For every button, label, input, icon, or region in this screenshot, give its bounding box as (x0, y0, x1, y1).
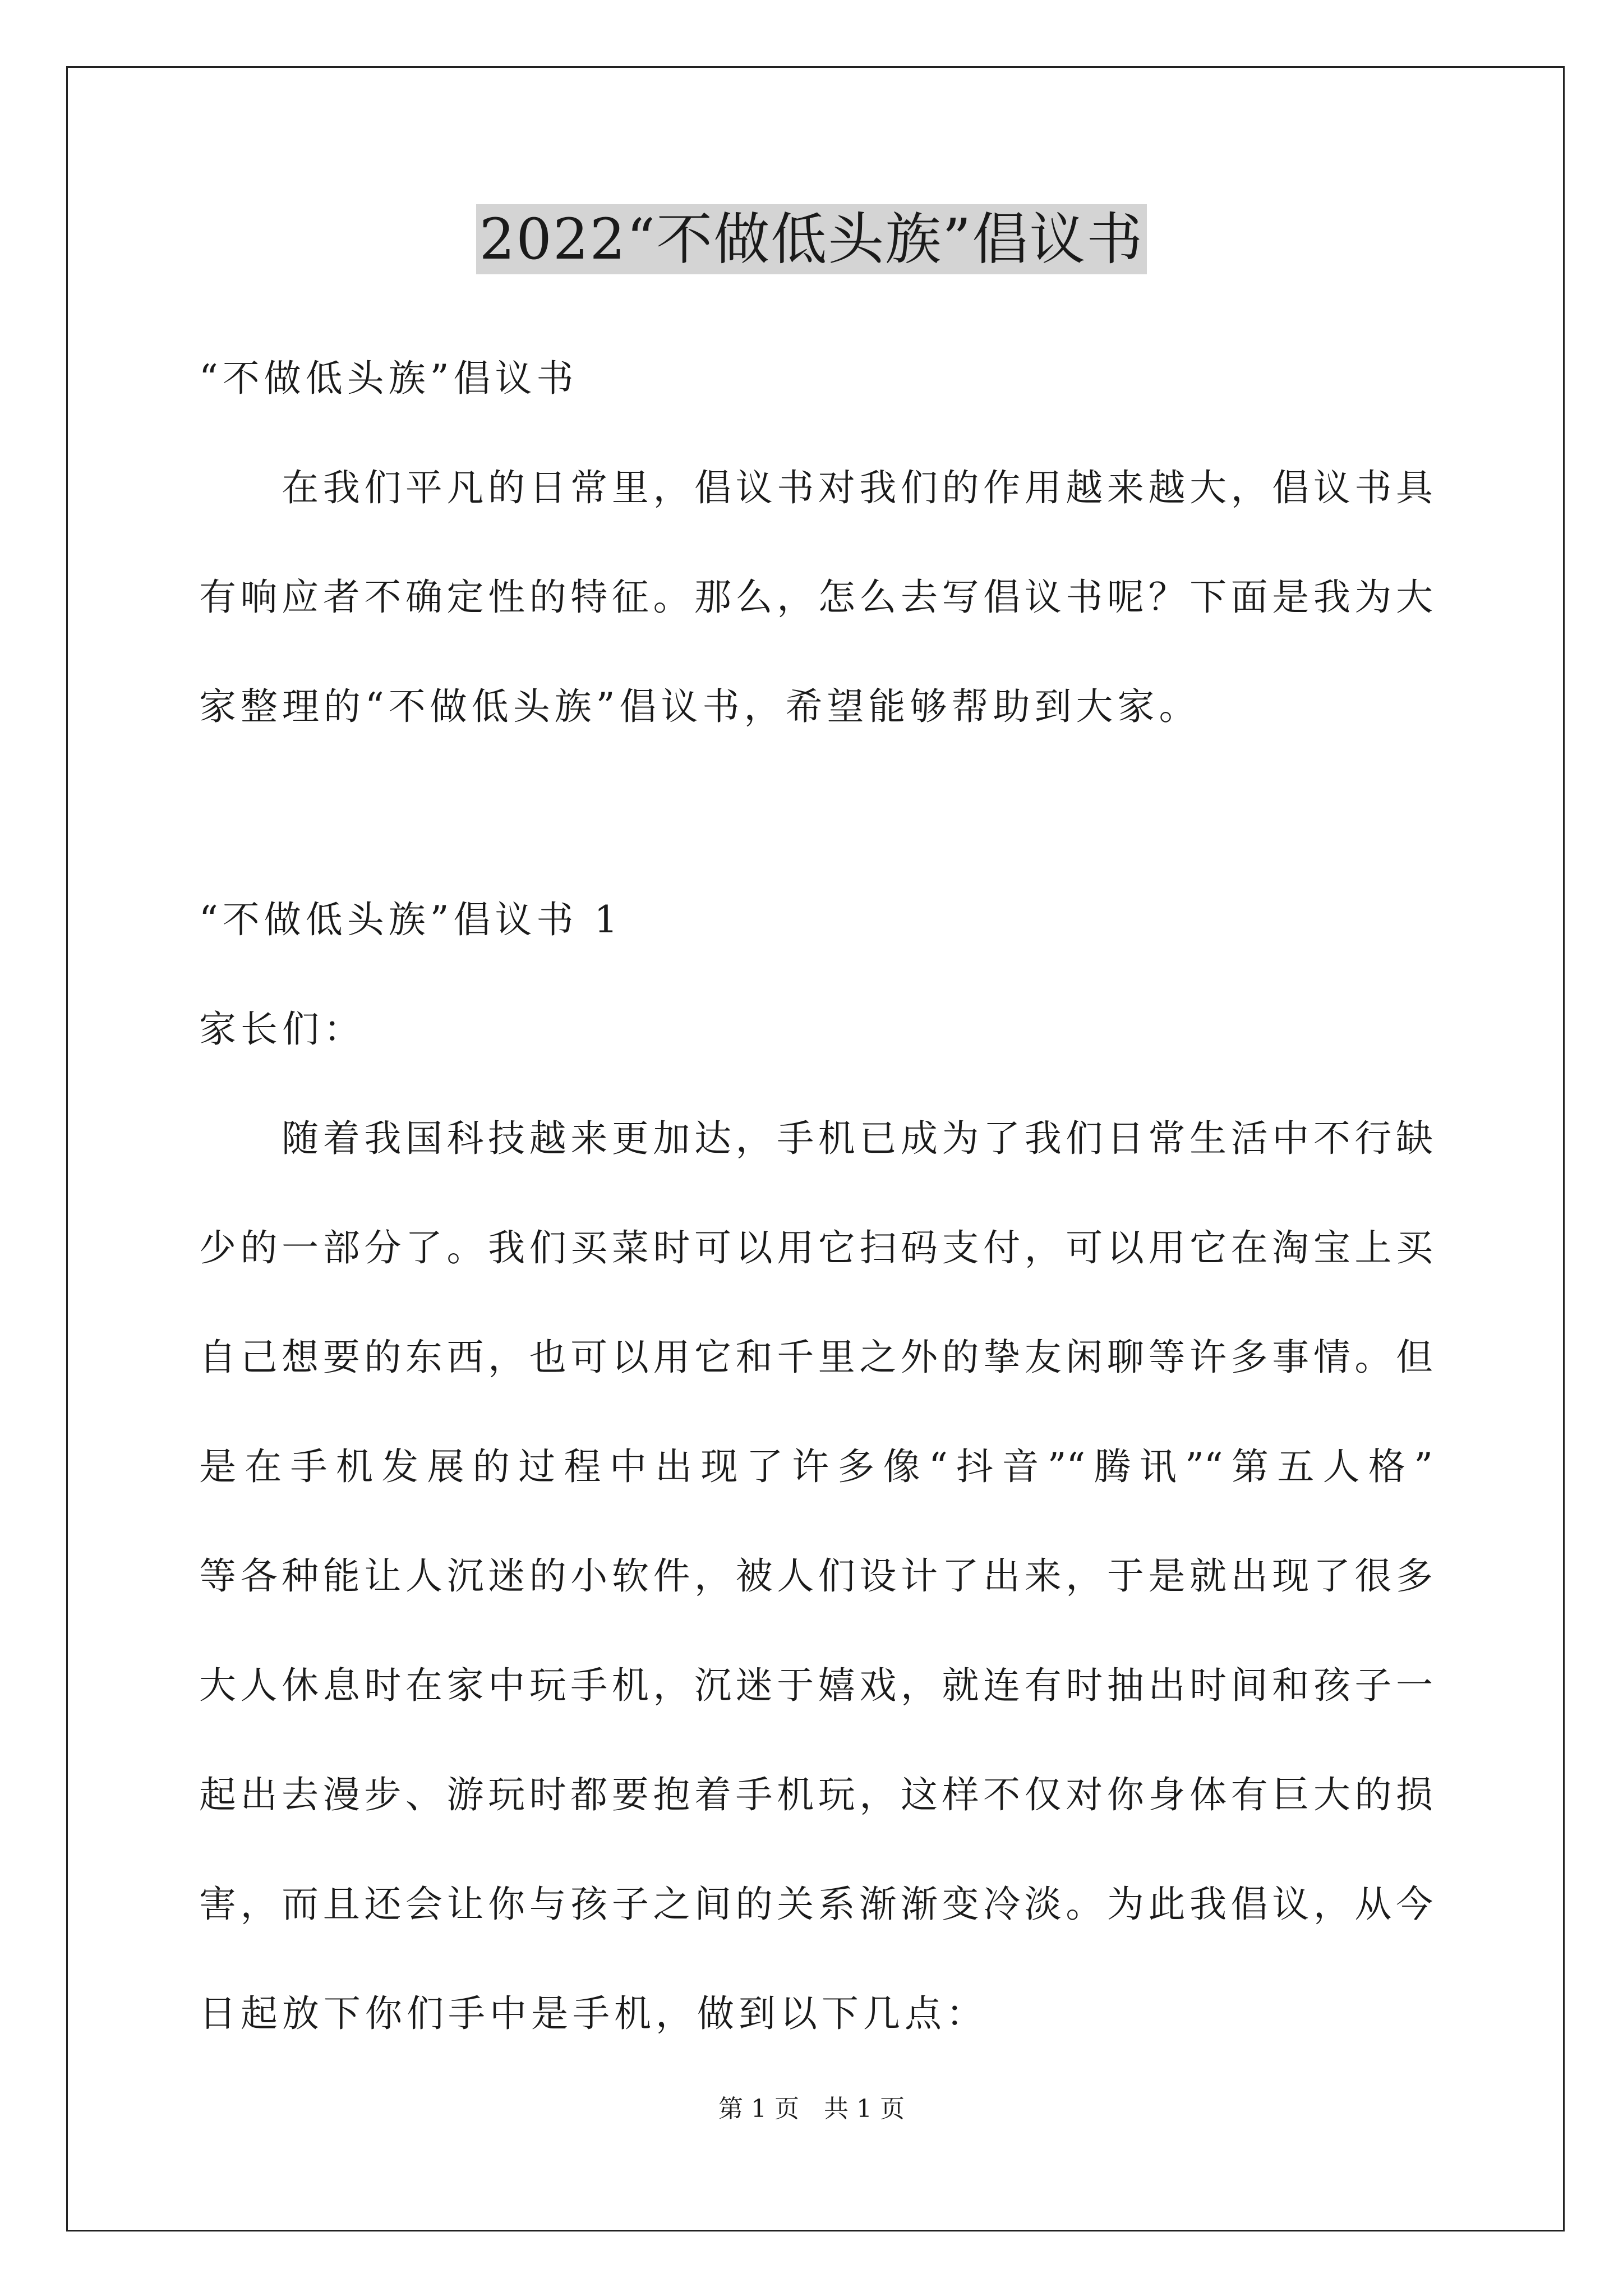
body-line: 起出去漫步、游玩时都要抱着手机玩，这样不仅对你身体有巨大的损 (199, 1773, 1433, 1816)
page-number: 第 1 页 共 1 页 (718, 2095, 905, 2123)
body-line: 大人休息时在家中玩手机，沉迷于嬉戏，就连有时抽出时间和孩子一 (199, 1664, 1433, 1707)
intro-line: 在我们平凡的日常里，倡议书对我们的作用越来越大，倡议书具 (199, 466, 1433, 509)
subtitle: “不做低头族”倡议书 (199, 357, 578, 400)
body-line: 随着我国科技越来更加达，手机已成为了我们日常生活中不行缺 (199, 1117, 1433, 1160)
body-line: 日起放下你们手中是手机，做到以下几点： (199, 1992, 988, 2035)
intro-line: 家整理的“不做低头族”倡议书，希望能够帮助到大家。 (199, 685, 1201, 728)
intro-line: 有响应者不确定性的特征。那么，怎么去写倡议书呢？下面是我为大 (199, 576, 1433, 619)
document-title (0, 203, 1623, 276)
title-text: 2022“不做低头族”倡议书 (476, 204, 1147, 274)
body-line: 害，而且还会让你与孩子之间的关系渐渐变冷淡。为此我倡议，从今 (199, 1883, 1433, 1926)
body-line: 是在手机发展的过程中出现了许多像“抖音”“腾讯”“第五人格” (199, 1445, 1433, 1488)
section-heading: “不做低头族”倡议书 1 (199, 898, 623, 941)
salutation: 家长们： (199, 1007, 365, 1051)
body-line: 等各种能让人沉迷的小软件，被人们设计了出来，于是就出现了很多 (199, 1554, 1433, 1598)
body-line: 自己想要的东西，也可以用它和千里之外的挚友闲聊等许多事情。但 (199, 1336, 1433, 1379)
body-line: 少的一部分了。我们买菜时可以用它扫码支付，可以用它在淘宝上买 (199, 1226, 1433, 1269)
